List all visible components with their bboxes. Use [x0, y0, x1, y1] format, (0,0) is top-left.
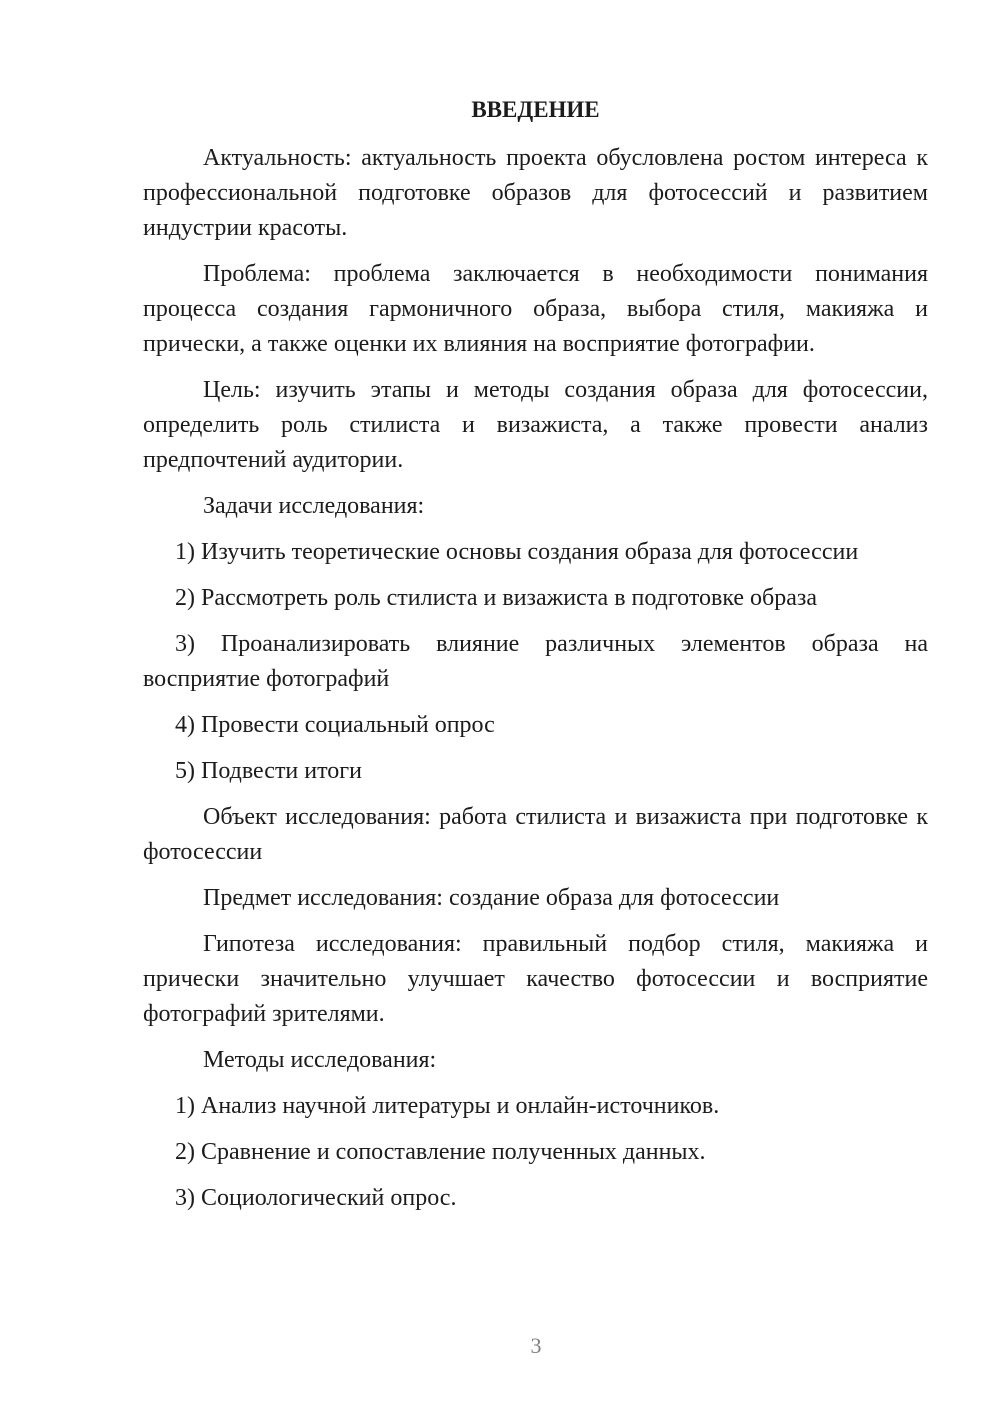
- task-item: 3) Проанализировать влияние различных элементов образа на восприятие фотографий: [143, 631, 928, 692]
- tasks-heading: Задачи исследования:: [203, 493, 425, 519]
- page-number: 3: [530, 1333, 542, 1358]
- method-item: 2) Сравнение и сопоставление полученных данных.: [175, 1139, 706, 1165]
- document-body: [143, 90, 928, 1227]
- hypothesis-paragraph: Гипотеза исследования: правильный подбор стиля, макияжа и прически значительно улучшает качество фотосессии и восприятие фотографий зрителями.: [143, 931, 928, 1027]
- task-item: 4) Провести социальный опрос: [175, 712, 495, 738]
- method-item: 1) Анализ научной литературы и онлайн-источников.: [175, 1093, 720, 1119]
- method-item: 3) Социологический опрос.: [175, 1185, 457, 1211]
- object-paragraph: Объект исследования: работа стилиста и визажиста при подготовке к фотосессии: [143, 804, 928, 865]
- tasks-list: [143, 535, 928, 789]
- task-item: 1) Изучить теоретические основы создания образа для фотосессии: [175, 539, 859, 565]
- task-item: 5) Подвести итоги: [175, 758, 362, 784]
- section-title: ВВЕДЕНИЕ: [471, 97, 600, 122]
- task-item: 2) Рассмотреть роль стилиста и визажиста в подготовке образа: [175, 585, 818, 611]
- relevance-paragraph: Актуальность: актуальность проекта обусловлена ростом интереса к профессиональной подготовке образов для фотосессий и развитием индустрии красоты.: [143, 145, 928, 241]
- goal-paragraph: Цель: изучить этапы и методы создания образа для фотосессии, определить роль стилиста и визажиста, а также провести анализ предпочтений аудитории.: [143, 377, 928, 473]
- methods-list: [143, 1089, 928, 1216]
- methods-heading: Методы исследования:: [203, 1047, 437, 1073]
- problem-paragraph: Проблема: проблема заключается в необходимости понимания процесса создания гармоничного образа, выбора стиля, макияжа и прически, а также оценки их влияния на восприятие фотографии.: [143, 261, 928, 357]
- subject-paragraph: Предмет исследования: создание образа для фотосессии: [203, 885, 780, 911]
